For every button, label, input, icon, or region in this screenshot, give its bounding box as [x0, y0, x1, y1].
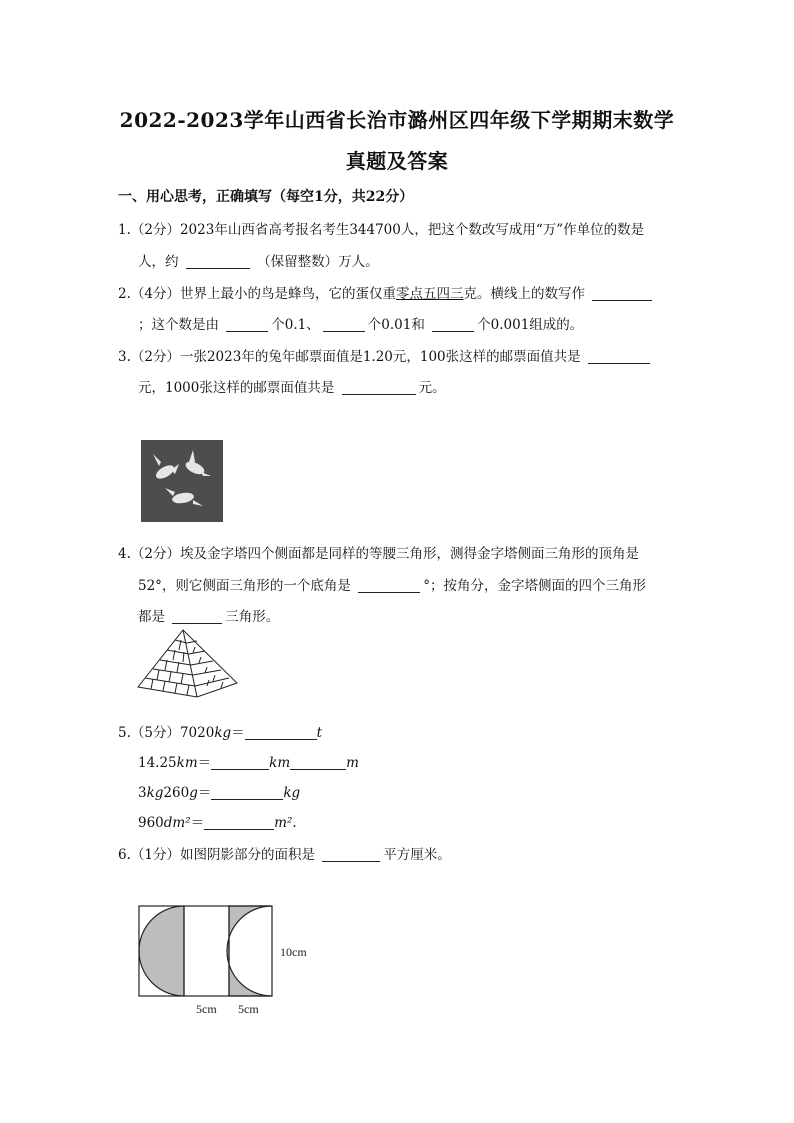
unit-km: km	[269, 755, 291, 771]
q5-text-d: 260	[163, 785, 190, 801]
q1-line2	[138, 250, 379, 270]
answer-blank[interactable]	[358, 578, 420, 593]
answer-blank[interactable]	[322, 847, 380, 862]
q5-text-c: 3	[138, 785, 147, 801]
label-height: 10cm	[280, 945, 307, 959]
q5-eq: ＝	[231, 725, 245, 741]
answer-blank[interactable]	[186, 254, 250, 269]
q2-text-d: 个0.1、	[271, 317, 320, 333]
label-width-1: 5cm	[196, 1002, 217, 1016]
q5-text-a: 5.（5分）7020	[118, 725, 215, 741]
label-width-2: 5cm	[238, 1002, 259, 1016]
q5-line2	[138, 751, 359, 771]
answer-blank[interactable]	[592, 286, 652, 301]
unit-m: m	[346, 755, 359, 771]
q1-text-a: 人，约	[138, 254, 179, 270]
q5-eq: ＝	[197, 785, 212, 801]
q2-line1	[118, 282, 655, 302]
section-heading: 一、用心思考，正确填写（每空1分，共22分）	[118, 189, 414, 205]
answer-blank[interactable]	[290, 755, 346, 770]
q5-text-b: 14.25	[138, 755, 177, 771]
q4-line1: 4.（2分）埃及金字塔四个侧面都是同样的等腰三角形，测得金字塔侧面三角形的顶角是	[118, 546, 639, 562]
q3-text-c: 元。	[418, 380, 446, 396]
answer-blank[interactable]	[342, 380, 416, 395]
answer-blank[interactable]	[323, 317, 365, 332]
q5-line3	[138, 781, 300, 801]
answer-blank[interactable]	[172, 609, 222, 624]
q3-text-b: 元，1000张这样的邮票面值共是	[138, 380, 335, 396]
q5-line4	[138, 811, 297, 831]
unit-t: t	[316, 725, 323, 741]
q5-text-e: 960	[138, 815, 164, 831]
answer-blank[interactable]	[211, 785, 283, 800]
answer-blank[interactable]	[588, 349, 650, 364]
unit-dm2: dm²	[163, 815, 191, 831]
q5-eq: ＝	[190, 815, 205, 831]
q2-line2	[138, 313, 583, 333]
unit-g: g	[189, 785, 198, 801]
q2-underlined: 零点五四三	[395, 286, 464, 302]
q2-text-f: 个0.001组成的。	[477, 317, 584, 333]
answer-blank[interactable]	[245, 725, 317, 740]
unit-kg: kg	[283, 785, 301, 801]
q4-text-b: °；按角分，金字塔侧面的四个三角形	[423, 578, 646, 594]
unit-m2: m²	[274, 815, 293, 831]
q2-text-b: 克。横线上的数写作	[463, 286, 585, 302]
doc-title-line1: 2022-2023学年山西省长治市潞州区四年级下学期期末数学	[119, 108, 675, 132]
answer-blank[interactable]	[226, 317, 268, 332]
answer-blank[interactable]	[432, 317, 474, 332]
q4-line2	[138, 574, 646, 594]
q5-period: .	[292, 815, 297, 831]
answer-blank[interactable]	[204, 815, 274, 830]
unit-kg: kg	[214, 725, 232, 741]
q1-line1: 1.（2分）2023年山西省高考报名考生344700人，把这个数改写成用“万”作单位的数是	[118, 222, 645, 238]
answer-blank[interactable]	[211, 755, 269, 770]
unit-km: km	[176, 755, 198, 771]
q5-eq: ＝	[197, 755, 212, 771]
pyramid-image	[135, 627, 241, 703]
q3-line1	[118, 345, 653, 365]
q2-text-c: ；这个数是由	[138, 317, 219, 333]
q3-text-a: 3.（2分）一张2023年的兔年邮票面值是1.20元，100张这样的邮票面值共是	[118, 349, 581, 365]
q3-line2	[138, 376, 446, 396]
q4-text-d: 三角形。	[225, 609, 280, 625]
rabbit-stamp-image	[141, 440, 223, 522]
q6-text-a: 6.（1分）如图阴影部分的面积是	[118, 847, 315, 863]
q5-line1	[118, 721, 322, 741]
q1-text-b: （保留整数）万人。	[257, 254, 379, 270]
q4-line3	[138, 605, 279, 625]
q4-text-a: 52°，则它侧面三角形的一个底角是	[138, 578, 351, 594]
q6-text-b: 平方厘米。	[383, 847, 451, 863]
shaded-area-figure	[130, 898, 330, 1024]
doc-title-line2: 真题及答案	[345, 149, 449, 173]
unit-kg: kg	[146, 785, 164, 801]
q2-text-e: 个0.01和	[367, 317, 425, 333]
q4-text-c: 都是	[138, 609, 165, 625]
q2-text-a: 2.（4分）世界上最小的鸟是蜂鸟，它的蛋仅重	[118, 286, 396, 302]
q6-line1	[118, 843, 451, 863]
